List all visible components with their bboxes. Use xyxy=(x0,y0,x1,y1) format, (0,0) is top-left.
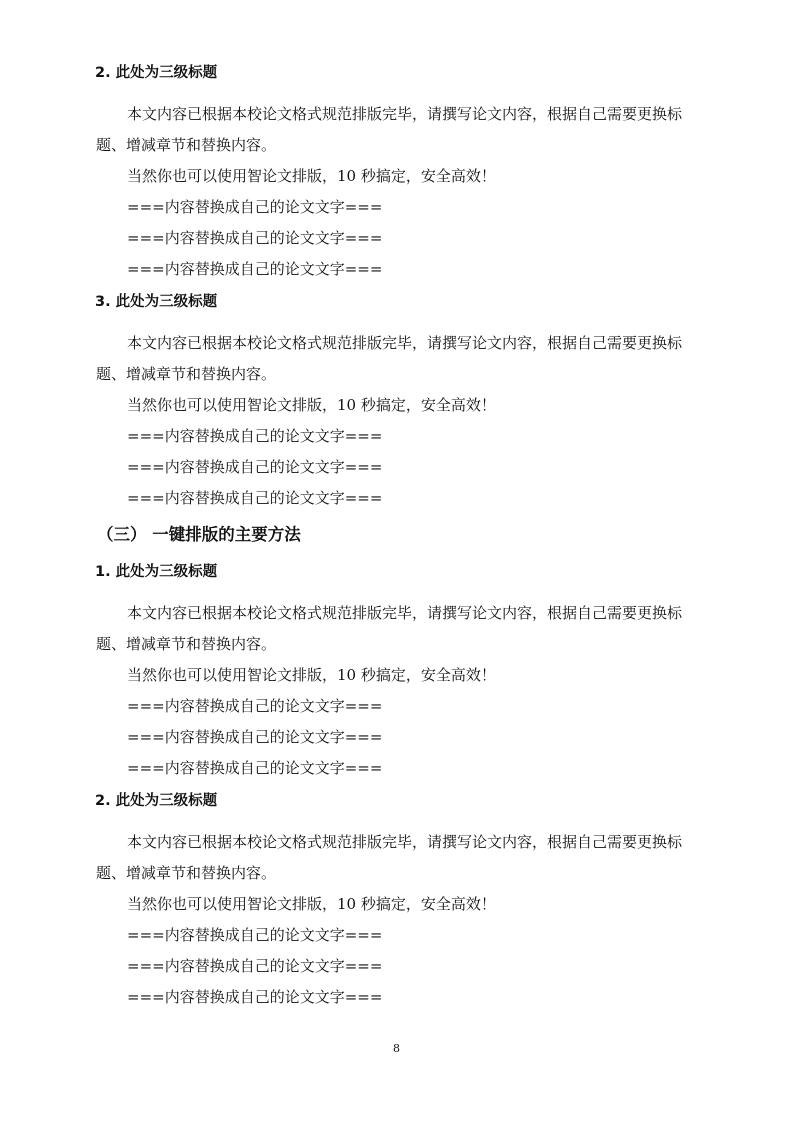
body-line: 当然你也可以使用智论文排版，10 秒搞定，安全高效！ xyxy=(127,895,496,913)
paragraph-line: 本文内容已根据本校论文格式规范排版完毕，请撰写论文内容，根据自己需要更换标 xyxy=(127,833,683,851)
subsection-heading: （三） 一键排版的主要方法 xyxy=(97,525,301,544)
body-line: 当然你也可以使用智论文排版，10 秒搞定，安全高效！ xyxy=(127,167,496,185)
paragraph-line: 题、增减章节和替换内容。 xyxy=(96,864,277,882)
paragraph-line: 本文内容已根据本校论文格式规范排版完毕，请撰写论文内容，根据自己需要更换标 xyxy=(127,604,683,622)
section-heading: 3. 此处为三级标题 xyxy=(95,294,218,310)
body-line: ===内容替换成自己的论文文字=== xyxy=(127,697,383,715)
paragraph-line: 题、增减章节和替换内容。 xyxy=(96,136,277,154)
body-line: ===内容替换成自己的论文文字=== xyxy=(127,489,383,507)
body-line: ===内容替换成自己的论文文字=== xyxy=(127,427,383,445)
body-line: ===内容替换成自己的论文文字=== xyxy=(127,728,383,746)
body-line: ===内容替换成自己的论文文字=== xyxy=(127,988,383,1006)
section-heading: 2. 此处为三级标题 xyxy=(95,65,218,81)
body-line: ===内容替换成自己的论文文字=== xyxy=(127,260,383,278)
body-line: 当然你也可以使用智论文排版，10 秒搞定，安全高效！ xyxy=(127,396,496,414)
page-number: 8 xyxy=(393,1042,400,1055)
body-line: 当然你也可以使用智论文排版，10 秒搞定，安全高效！ xyxy=(127,666,496,684)
body-line: ===内容替换成自己的论文文字=== xyxy=(127,229,383,247)
paragraph-line: 题、增减章节和替换内容。 xyxy=(96,365,277,383)
section-heading: 2. 此处为三级标题 xyxy=(95,793,218,809)
body-line: ===内容替换成自己的论文文字=== xyxy=(127,759,383,777)
paragraph-line: 本文内容已根据本校论文格式规范排版完毕，请撰写论文内容，根据自己需要更换标 xyxy=(127,105,683,123)
body-line: ===内容替换成自己的论文文字=== xyxy=(127,957,383,975)
section-heading: 1. 此处为三级标题 xyxy=(95,564,218,580)
paragraph-line: 本文内容已根据本校论文格式规范排版完毕，请撰写论文内容，根据自己需要更换标 xyxy=(127,334,683,352)
body-line: ===内容替换成自己的论文文字=== xyxy=(127,926,383,944)
body-line: ===内容替换成自己的论文文字=== xyxy=(127,458,383,476)
body-line: ===内容替换成自己的论文文字=== xyxy=(127,198,383,216)
paragraph-line: 题、增减章节和替换内容。 xyxy=(96,635,277,653)
